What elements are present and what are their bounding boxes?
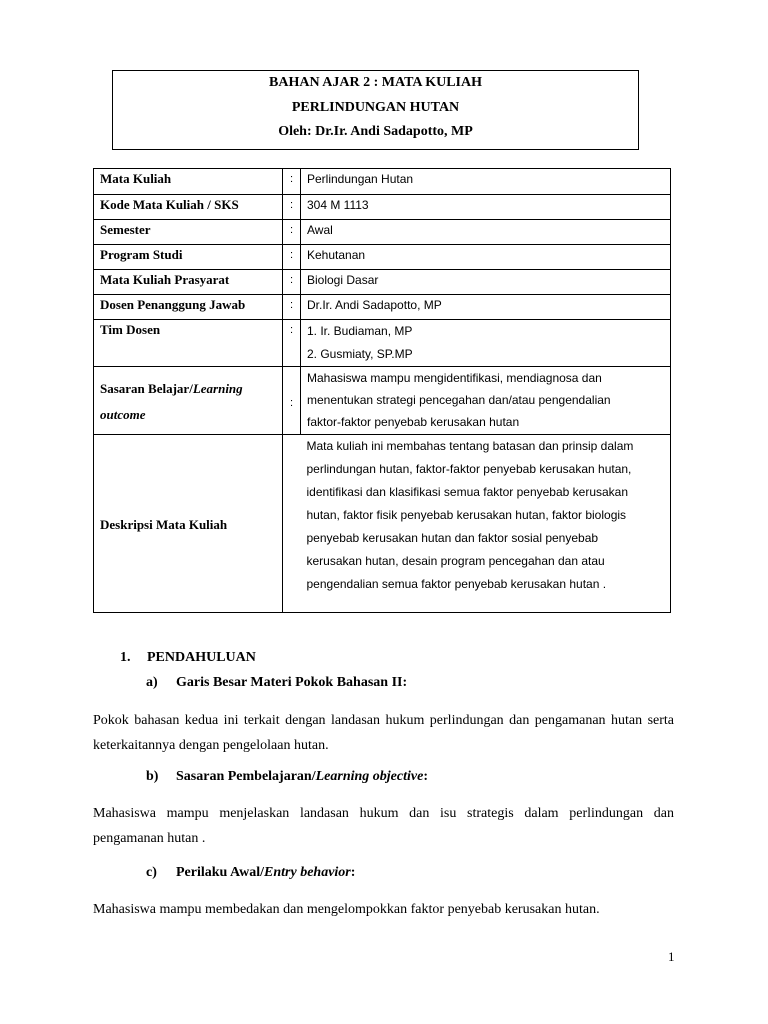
subheading-title: Garis Besar Materi Pokok Bahasan II: xyxy=(176,675,408,690)
row-separator: : xyxy=(283,195,301,220)
row-separator: : xyxy=(283,245,301,270)
subheading-title-italic: Entry behavior xyxy=(264,865,351,880)
subheading-number: c) xyxy=(146,865,157,880)
row-value: Kehutanan xyxy=(301,245,671,270)
deskripsi-line: Mata kuliah ini membahas tentang batasan dan prinsip dalam xyxy=(306,439,634,453)
row-separator: : xyxy=(283,220,301,245)
row-value: Biologi Dasar xyxy=(301,270,671,295)
deskripsi-line: hutan, faktor fisik penyebab kerusakan hutan, faktor biologis xyxy=(306,508,627,522)
subheading-b xyxy=(146,769,428,785)
table-row-deskripsi xyxy=(94,435,671,613)
section-heading xyxy=(120,650,256,666)
page-number: 1 xyxy=(668,949,675,964)
row-separator: : xyxy=(283,320,301,367)
subheading-suffix: : xyxy=(350,865,356,880)
paragraph-a: Pokok bahasan kedua ini terkait dengan landasan hukum perlindungan dan pengamanan hutan serta keterkaitannya dengan pengelolaan hutan. xyxy=(93,713,674,753)
row-label: Mata Kuliah Prasyarat xyxy=(94,270,283,295)
row-value: Perlindungan Hutan xyxy=(301,169,671,195)
row-separator: : xyxy=(283,367,301,435)
subheading-c xyxy=(146,865,355,881)
table-row xyxy=(94,270,671,295)
table-row-sasaran xyxy=(94,367,671,435)
table-row xyxy=(94,245,671,270)
section-title: PENDAHULUAN xyxy=(147,650,256,665)
table-row-tim-dosen xyxy=(94,320,671,367)
table-row xyxy=(94,195,671,220)
sasaran-label-italic: Learning outcome xyxy=(100,380,243,422)
row-separator-empty xyxy=(283,435,301,613)
table-row xyxy=(94,295,671,320)
sasaran-line: Mahasiswa mampu mengidentifikasi, mendiagnosa dan xyxy=(307,371,602,385)
row-separator: : xyxy=(283,169,301,195)
row-separator: : xyxy=(283,295,301,320)
section-number: 1. xyxy=(120,650,131,665)
row-separator: : xyxy=(283,270,301,295)
title-line-1: BAHAN AJAR 2 : MATA KULIAH xyxy=(269,75,482,90)
row-value xyxy=(301,435,671,613)
tim-dosen-member: 1. Ir. Budiaman, MP xyxy=(307,324,413,338)
deskripsi-line: pengendalian semua faktor penyebab kerusakan hutan . xyxy=(306,577,607,591)
row-label: Semester xyxy=(94,220,283,245)
row-value: 304 M 1113 xyxy=(301,195,671,220)
row-label: Tim Dosen xyxy=(94,320,283,367)
document-title-box xyxy=(112,70,639,150)
row-value xyxy=(301,367,671,435)
deskripsi-line: identifikasi dan klasifikasi semua faktor penyebab kerusakan xyxy=(306,485,629,499)
paragraph-b: Mahasiswa mampu menjelaskan landasan hukum dan isu strategis dalam perlindungan dan pengamanan hutan . xyxy=(93,806,674,846)
row-label: Deskripsi Mata Kuliah xyxy=(94,435,283,613)
sasaran-line: menentukan strategi pencegahan dan/atau pengendalian xyxy=(307,393,611,407)
row-value: Dr.Ir. Andi Sadapotto, MP xyxy=(301,295,671,320)
row-label: Kode Mata Kuliah / SKS xyxy=(94,195,283,220)
deskripsi-line: kerusakan hutan, desain program pencegahan dan atau xyxy=(306,554,605,568)
tim-dosen-member: 2. Gusmiaty, SP.MP xyxy=(307,347,413,361)
subheading-number: b) xyxy=(146,769,159,784)
subheading-a xyxy=(146,675,407,691)
row-label: Dosen Penanggung Jawab xyxy=(94,295,283,320)
title-line-2: PERLINDUNGAN HUTAN xyxy=(291,100,460,115)
subheading-title: Perilaku Awal/ xyxy=(176,865,265,880)
row-label xyxy=(94,367,283,435)
subheading-suffix: : xyxy=(423,769,428,784)
subheading-title-italic: Learning objective xyxy=(315,769,424,784)
paragraph-c: Mahasiswa mampu membedakan dan mengelompokkan faktor penyebab kerusakan hutan. xyxy=(93,902,600,917)
subheading-title: Sasaran Pembelajaran/ xyxy=(176,769,316,784)
deskripsi-line: perlindungan hutan, faktor-faktor penyebab kerusakan hutan, xyxy=(306,462,632,476)
table-row xyxy=(94,220,671,245)
subheading-number: a) xyxy=(146,675,158,690)
row-label: Program Studi xyxy=(94,245,283,270)
row-value: Awal xyxy=(301,220,671,245)
row-value xyxy=(301,320,671,367)
author-line: Oleh: Dr.Ir. Andi Sadapotto, MP xyxy=(278,124,473,139)
sasaran-line: faktor-faktor penyebab kerusakan hutan xyxy=(307,415,520,429)
deskripsi-line: penyebab kerusakan hutan dan faktor sosial penyebab xyxy=(306,531,599,545)
course-info-table xyxy=(93,168,671,613)
sasaran-label: Sasaran Belajar/ xyxy=(100,380,193,396)
table-row xyxy=(94,169,671,195)
row-label: Mata Kuliah xyxy=(94,169,283,195)
